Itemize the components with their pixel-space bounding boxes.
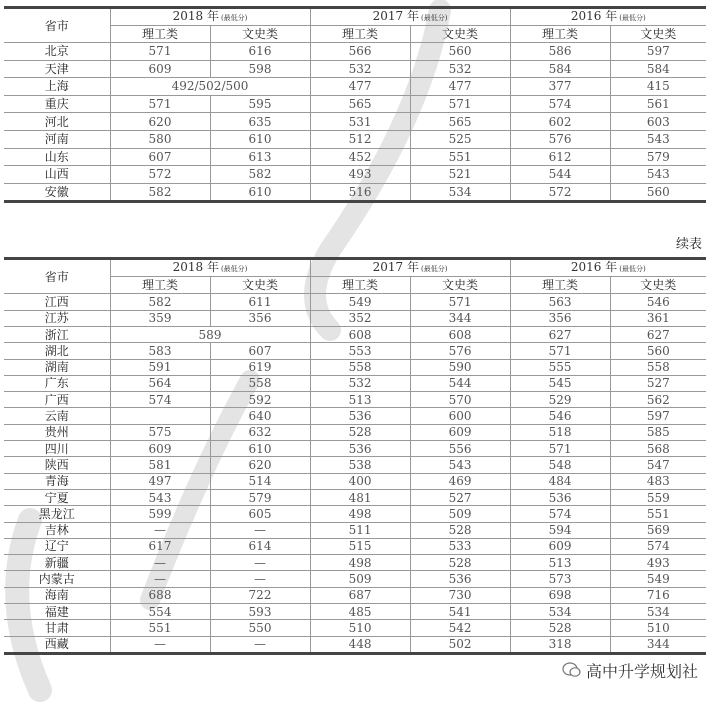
score-cell: 553 [310,343,410,359]
province-cell: 宁夏 [4,489,110,505]
score-cell: 561 [610,95,706,113]
province-cell: 新疆 [4,555,110,571]
score-cell: 560 [610,183,706,202]
year-header [310,259,510,277]
score-cell: 531 [310,113,410,131]
year-header [510,259,706,277]
score-cell: 483 [610,473,706,489]
continued-label: 续表 [675,237,702,253]
table-row [4,587,706,603]
score-cell: 603 [610,113,706,131]
score-cell: 635 [210,113,310,131]
table-row [4,408,706,424]
score-cell: 580 [110,130,210,148]
score-cell: 565 [310,95,410,113]
science-header: 理工类 [310,277,410,294]
score-cell [110,408,210,424]
score-cell: 609 [110,441,210,457]
score-cell: 572 [110,166,210,184]
score-cell: 549 [310,294,410,310]
table-row [4,375,706,391]
score-cell: 498 [310,555,410,571]
score-cell: 498 [310,506,410,522]
table-row [4,489,706,505]
table-row [4,506,706,522]
province-cell: 湖南 [4,359,110,375]
table-row [4,620,706,636]
province-cell: 山西 [4,166,110,184]
score-cell: 359 [110,310,210,326]
table-row [4,95,706,113]
score-cell: 548 [510,457,610,473]
score-cell: 516 [310,183,410,202]
score-cell: 617 [110,538,210,554]
score-cell: 600 [410,408,510,424]
score-cell: — [210,636,310,653]
score-cell: 583 [110,343,210,359]
score-cell: 513 [510,555,610,571]
score-cell: — [210,571,310,587]
score-cell: 730 [410,587,510,603]
score-cell: 554 [110,603,210,619]
province-cell: 福建 [4,603,110,619]
score-cell: 620 [210,457,310,473]
score-cell: 544 [410,375,510,391]
province-cell: 陕西 [4,457,110,473]
score-cell: 574 [610,538,706,554]
score-cell: 529 [510,392,610,408]
table-row [4,538,706,554]
score-cell: 608 [310,326,410,342]
score-cell: 571 [510,343,610,359]
table-row [4,310,706,326]
score-cell: 344 [410,310,510,326]
province-cell: 北京 [4,43,110,61]
table-row [4,522,706,538]
score-cell: 584 [510,60,610,78]
score-cell: 509 [310,571,410,587]
table-row [4,603,706,619]
score-cell: 512 [310,130,410,148]
score-cell: — [210,555,310,571]
score-cell: 571 [110,43,210,61]
score-cell: 541 [410,603,510,619]
score-cell: 597 [610,43,706,61]
score-cell: 356 [510,310,610,326]
score-cell: 551 [610,506,706,522]
score-cell: 687 [310,587,410,603]
score-cell: 582 [210,166,310,184]
score-cell: 573 [510,571,610,587]
score-cell: 510 [610,620,706,636]
province-cell: 吉林 [4,522,110,538]
score-cell: 477 [310,78,410,96]
year-header [110,259,310,277]
province-header: 省市 [4,8,110,43]
score-cell: 579 [610,148,706,166]
table-row [4,457,706,473]
score-cell: 610 [210,183,310,202]
score-cell: 602 [510,113,610,131]
score-cell: 640 [210,408,310,424]
province-cell: 河南 [4,130,110,148]
score-cell: 509 [410,506,510,522]
table-row [4,166,706,184]
score-cell: 448 [310,636,410,653]
score-cell: 532 [310,375,410,391]
score-cell: 558 [310,359,410,375]
table-row [4,473,706,489]
score-cell: — [110,522,210,538]
score-cell: 688 [110,587,210,603]
score-cell: 619 [210,359,310,375]
score-cell: 469 [410,473,510,489]
score-cell: 599 [110,506,210,522]
science-header: 理工类 [510,26,610,43]
score-cell: 493 [610,555,706,571]
score-cell: — [210,522,310,538]
score-cell: 571 [110,95,210,113]
score-cell: 518 [510,424,610,440]
table-row [4,294,706,310]
score-cell: 570 [410,392,510,408]
score-cell: 571 [410,95,510,113]
score-cell: 536 [410,571,510,587]
score-cell: 528 [410,555,510,571]
score-cell: 510 [310,620,410,636]
score-cell: 558 [210,375,310,391]
score-cell: 481 [310,489,410,505]
score-cell: 514 [210,473,310,489]
score-cell: 544 [510,166,610,184]
score-cell: — [110,571,210,587]
table-row [4,43,706,61]
table-row [4,130,706,148]
score-cell: 722 [210,587,310,603]
score-cell: 607 [110,148,210,166]
score-cell: 571 [410,294,510,310]
score-cell: 493 [310,166,410,184]
score-cell: 614 [210,538,310,554]
table-row [4,183,706,202]
province-cell: 安徽 [4,183,110,202]
table-row [4,392,706,408]
year-note: (最低分) [220,265,248,274]
score-cell: 549 [610,571,706,587]
score-cell: 318 [510,636,610,653]
year-label: 2018 年 [172,9,219,23]
score-cell: 521 [410,166,510,184]
province-cell: 内蒙古 [4,571,110,587]
score-cell: 568 [610,441,706,457]
score-cell: 576 [510,130,610,148]
year-label: 2016 年 [570,260,618,275]
admission-scores-table-continued [4,257,706,655]
province-cell: 重庆 [4,95,110,113]
score-cell: 538 [310,457,410,473]
province-cell: 四川 [4,441,110,457]
province-cell: 天津 [4,60,110,78]
score-cell: 525 [410,130,510,148]
table-row [4,571,706,587]
province-cell: 黑龙江 [4,506,110,522]
year-note: (最低分) [220,14,248,22]
year-header [310,8,510,26]
admission-scores-table [4,6,706,203]
score-cell: 572 [510,183,610,202]
score-cell: 585 [610,424,706,440]
table-row [4,441,706,457]
year-label: 2017 年 [372,9,419,23]
score-cell: 582 [110,183,210,202]
table-row [4,555,706,571]
liberal-arts-header: 文史类 [210,277,310,294]
table-row [4,424,706,440]
score-cell: 452 [310,148,410,166]
footer-account [4,661,706,684]
liberal-arts-header: 文史类 [210,26,310,43]
score-cell: 528 [310,424,410,440]
province-cell: 辽宁 [4,538,110,554]
year-note: (最低分) [420,14,448,22]
score-cell: 502 [410,636,510,653]
province-cell: 青海 [4,473,110,489]
score-cell: 698 [510,587,610,603]
table-row [4,60,706,78]
science-header: 理工类 [110,277,210,294]
score-cell: 558 [610,359,706,375]
province-cell: 湖北 [4,343,110,359]
score-cell: 560 [610,343,706,359]
score-cell: 598 [210,60,310,78]
score-cell: 400 [310,473,410,489]
score-cell: 575 [110,424,210,440]
score-cell: 564 [110,375,210,391]
score-cell: 611 [210,294,310,310]
score-cell: 574 [110,392,210,408]
score-cell: 576 [410,343,510,359]
account-name: 高中升学规划社 [585,662,698,682]
table-row [4,148,706,166]
score-cell: 609 [110,60,210,78]
province-cell: 浙江 [4,326,110,342]
score-cell: 477 [410,78,510,96]
score-cell: 610 [210,441,310,457]
score-cell: 515 [310,538,410,554]
liberal-arts-header: 文史类 [410,277,510,294]
score-cell: 555 [510,359,610,375]
score-cell: 560 [410,43,510,61]
score-cell: 612 [510,148,610,166]
table-row [4,78,706,96]
province-header: 省市 [4,259,110,294]
score-cell: 356 [210,310,310,326]
score-cell: 546 [610,294,706,310]
score-cell: 485 [310,603,410,619]
score-cell: 594 [510,522,610,538]
score-cell: 608 [410,326,510,342]
score-cell: 590 [410,359,510,375]
score-cell: 536 [510,489,610,505]
score-cell: 527 [410,489,510,505]
score-cell: 551 [110,620,210,636]
year-header [110,8,310,26]
score-cell: 609 [510,538,610,554]
science-header: 理工类 [110,26,210,43]
score-cell: 533 [410,538,510,554]
score-cell: 562 [610,392,706,408]
score-cell: 528 [410,522,510,538]
score-cell: 632 [210,424,310,440]
province-cell: 河北 [4,113,110,131]
province-cell: 西藏 [4,636,110,653]
year-note: (最低分) [619,265,646,274]
score-cell: 616 [210,43,310,61]
table-row [4,359,706,375]
score-cell: 511 [310,522,410,538]
score-cell: 543 [110,489,210,505]
score-cell: 592 [210,392,310,408]
score-cell: 581 [110,457,210,473]
score-cell: 492/502/500 [110,78,310,96]
science-header: 理工类 [310,26,410,43]
score-cell: 620 [110,113,210,131]
score-cell: 569 [610,522,706,538]
province-cell: 山东 [4,148,110,166]
year-label: 2016 年 [570,9,618,23]
score-cell: 361 [610,310,706,326]
score-cell: 556 [410,441,510,457]
score-cell: 352 [310,310,410,326]
year-note: (最低分) [420,265,448,274]
score-cell: 543 [610,130,706,148]
score-cell: 534 [610,603,706,619]
score-cell: 586 [510,43,610,61]
score-cell: 574 [510,506,610,522]
province-cell: 上海 [4,78,110,96]
score-cell: 593 [210,603,310,619]
score-cell: 607 [210,343,310,359]
province-cell: 江苏 [4,310,110,326]
score-cell: 627 [510,326,610,342]
table-row [4,636,706,653]
score-cell: 536 [310,408,410,424]
score-cell: 497 [110,473,210,489]
score-cell: 610 [210,130,310,148]
score-cell: 532 [310,60,410,78]
province-cell: 云南 [4,408,110,424]
province-cell: 广西 [4,392,110,408]
score-cell: 551 [410,148,510,166]
score-cell: 534 [410,183,510,202]
province-cell: 海南 [4,587,110,603]
year-label: 2017 年 [372,260,419,275]
score-cell: 513 [310,392,410,408]
score-cell: 574 [510,95,610,113]
score-cell: 543 [610,166,706,184]
province-cell: 贵州 [4,424,110,440]
score-cell: 543 [410,457,510,473]
liberal-arts-header: 文史类 [610,277,706,294]
score-cell: 545 [510,375,610,391]
year-label: 2018 年 [172,260,219,275]
liberal-arts-header: 文史类 [610,26,706,43]
score-cell: 377 [510,78,610,96]
table-row [4,343,706,359]
score-cell: 542 [410,620,510,636]
score-cell: 559 [610,489,706,505]
score-cell: 595 [210,95,310,113]
score-cell: 534 [510,603,610,619]
score-cell: 579 [210,489,310,505]
score-cell: 550 [210,620,310,636]
province-cell: 江西 [4,294,110,310]
score-cell: 571 [510,441,610,457]
score-cell: 547 [610,457,706,473]
table-row [4,326,706,342]
year-note: (最低分) [619,14,646,22]
year-header [510,8,706,26]
province-cell: 广东 [4,375,110,391]
score-cell: — [110,636,210,653]
score-cell: 563 [510,294,610,310]
score-cell: 536 [310,441,410,457]
score-cell: 566 [310,43,410,61]
score-cell: 584 [610,60,706,78]
score-cell: 565 [410,113,510,131]
score-cell: 528 [510,620,610,636]
score-cell: 484 [510,473,610,489]
table-row [4,113,706,131]
score-cell: 716 [610,587,706,603]
score-cell: 613 [210,148,310,166]
score-cell: 546 [510,408,610,424]
province-cell: 甘肃 [4,620,110,636]
wechat-icon [562,661,582,684]
liberal-arts-header: 文史类 [410,26,510,43]
score-cell: 344 [610,636,706,653]
score-cell: 609 [410,424,510,440]
score-cell: — [110,555,210,571]
score-cell: 627 [610,326,706,342]
score-cell: 605 [210,506,310,522]
score-cell: 527 [610,375,706,391]
score-cell: 597 [610,408,706,424]
score-cell: 532 [410,60,510,78]
score-cell: 582 [110,294,210,310]
score-cell: 415 [610,78,706,96]
score-cell: 591 [110,359,210,375]
science-header: 理工类 [510,277,610,294]
score-cell: 589 [110,326,310,342]
